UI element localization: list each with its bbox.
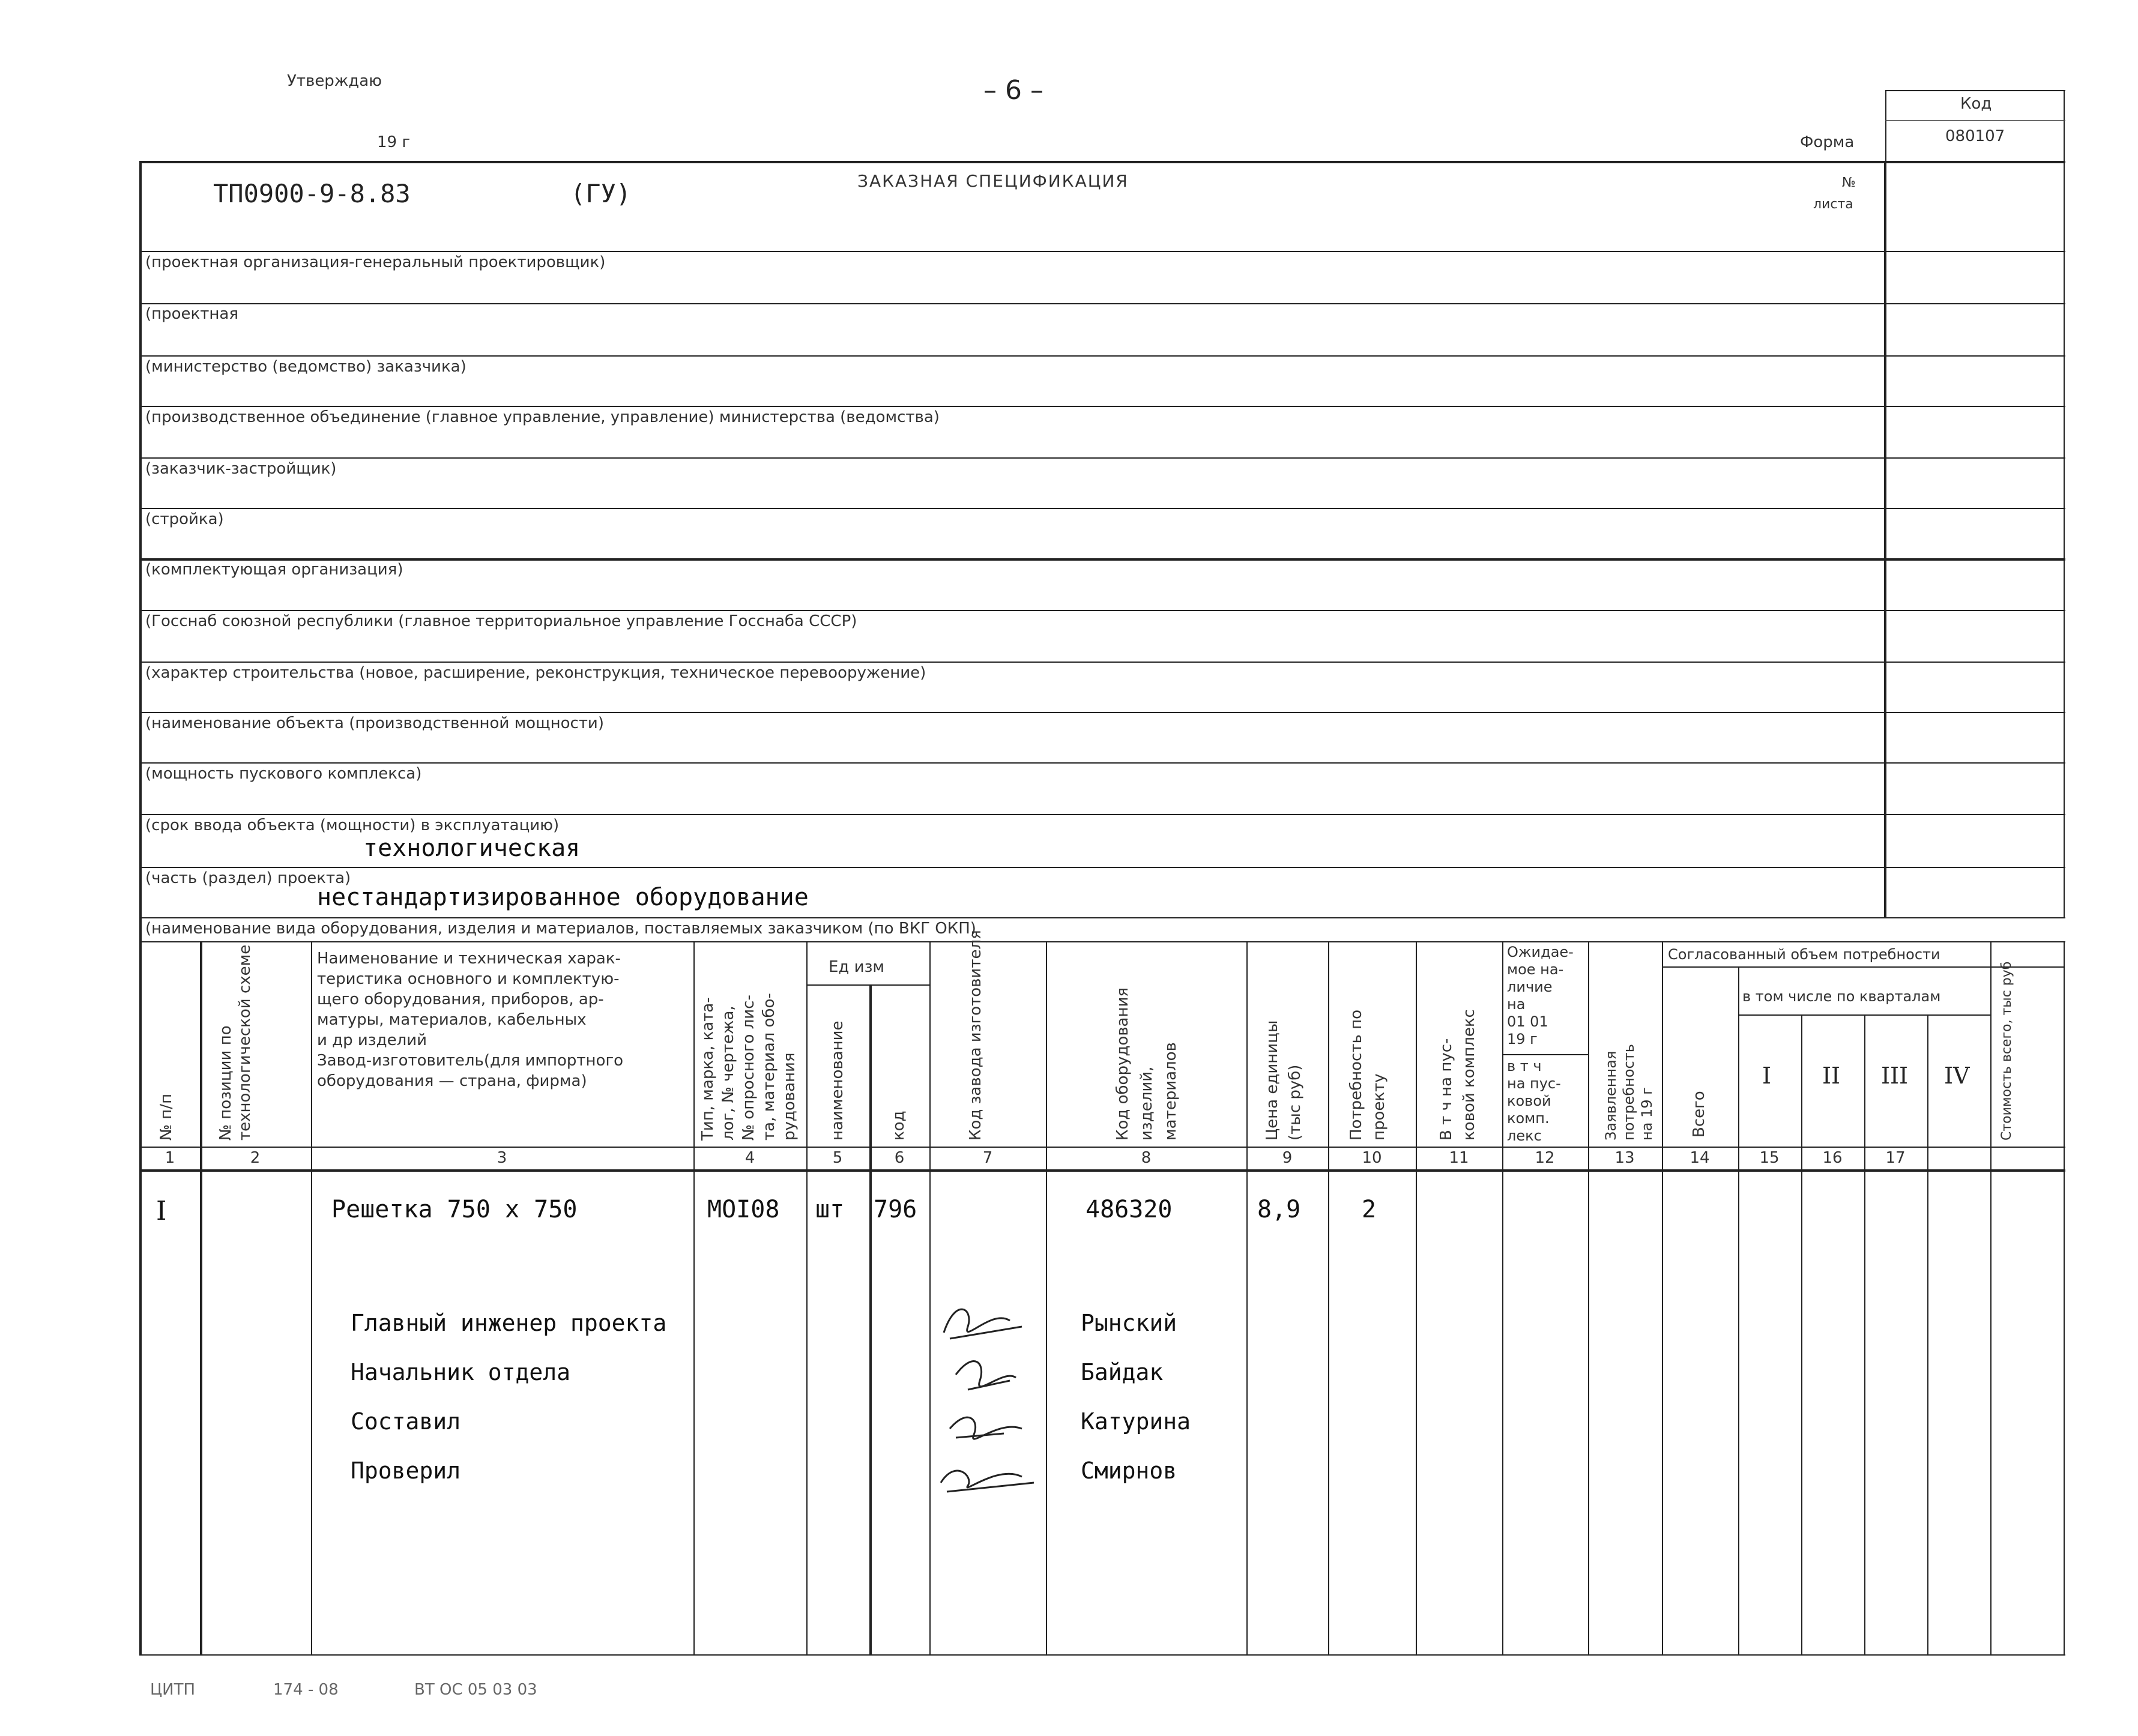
- sig-name-1: Рынский: [1081, 1310, 1177, 1336]
- col-num-9: 9: [1282, 1149, 1293, 1167]
- hdr-c8-line-2: изделий,: [1138, 1066, 1156, 1141]
- hdr-c10: [1345, 1010, 1391, 1141]
- sig-name-2: Байдак: [1081, 1359, 1164, 1385]
- year-line: 19 г: [377, 133, 411, 151]
- caption-12: (срок ввода объекта (мощности) в эксплуатацию): [145, 816, 560, 834]
- col-num-7: 7: [982, 1149, 993, 1167]
- hdr-c9-line-2: (тыс руб): [1286, 1064, 1304, 1141]
- col-line-13: [1662, 941, 1663, 1654]
- kod-value: 080107: [1945, 127, 2005, 145]
- no-label: №: [1842, 175, 1856, 190]
- col-line-9: [1328, 941, 1329, 1654]
- frame-left: [139, 161, 142, 1656]
- hdr-c12b-line-1: в т ч: [1507, 1058, 1542, 1074]
- hdr-c13: [1602, 1044, 1656, 1141]
- hdr-c4-line-2: лог, № чертежа,: [719, 1005, 737, 1141]
- caption-8: (Госснаб союзной республики (главное территориальное управление Госснаба СССР): [145, 612, 857, 630]
- row-need: 2: [1362, 1196, 1377, 1223]
- col-line-14: [1738, 966, 1739, 1654]
- frame-top: [139, 161, 2065, 163]
- col-line-8: [1246, 941, 1248, 1654]
- hdr-c13-line-1: Заявленная: [1602, 1050, 1619, 1141]
- frame-right-upper: [1884, 161, 1886, 917]
- footer-left: ЦИТП: [150, 1681, 196, 1699]
- col-line-19: [2064, 941, 2065, 1654]
- hdr-c3-line-3: щего оборудования, приборов, ар-: [317, 990, 604, 1008]
- stage-label: (ГУ): [570, 179, 632, 208]
- no-sub-label: листа: [1813, 197, 1853, 212]
- col-line-2: [311, 941, 312, 1654]
- caption-11: (мощность пускового комплекса): [145, 765, 422, 783]
- hdr-c12b-line-2: на пус-: [1507, 1075, 1561, 1092]
- page-number: – 6 –: [983, 75, 1043, 106]
- caption-6: (стройка): [145, 510, 224, 528]
- hdr-c2: № позиции по технологической схеме: [217, 944, 254, 1141]
- col-num-5: 5: [832, 1149, 843, 1167]
- code-box-right: [2064, 90, 2065, 162]
- col-num-10: 10: [1362, 1149, 1382, 1167]
- col-line-10: [1416, 941, 1417, 1654]
- hdr-c3-line-5: и др изделий: [317, 1031, 427, 1049]
- table-bottom: [139, 1654, 2065, 1656]
- col-num-2: 2: [250, 1149, 261, 1167]
- forma-label: Форма: [1800, 133, 1855, 151]
- hdr-quarter-2: II: [1822, 1062, 1841, 1089]
- quarters-line: [1738, 1014, 1990, 1016]
- col-line-17: [1927, 1014, 1928, 1654]
- caption-10: (наименование объекта (производственной мощности): [145, 714, 604, 732]
- equipment-value: нестандартизированное оборудование: [317, 884, 809, 911]
- col-num-17: 17: [1885, 1149, 1906, 1167]
- col-num-3: 3: [497, 1149, 507, 1167]
- hdr-c5: наименование: [829, 1020, 847, 1141]
- col-line-18: [1990, 941, 1992, 1654]
- sig-role-4: Проверил: [351, 1457, 461, 1484]
- col-num-12: 12: [1535, 1149, 1555, 1167]
- footer-mid: 174 - 08: [273, 1681, 339, 1699]
- code-box-left: [1885, 90, 1886, 162]
- hdr-c12a-line-3: личие: [1507, 978, 1553, 995]
- col-line-15: [1801, 1014, 1802, 1654]
- caption-line-11: [139, 762, 2065, 764]
- caption-line-9: [139, 662, 2065, 663]
- sig-role-2: Начальник отдела: [351, 1359, 571, 1385]
- caption-line-1: [139, 251, 2065, 252]
- sig-role-3: Составил: [351, 1408, 461, 1435]
- col-line-11: [1502, 941, 1503, 1654]
- hdr-ed-izm: Ед изм: [829, 958, 885, 976]
- hdr-quarter-4: IV: [1944, 1062, 1970, 1089]
- col-num-15: 15: [1759, 1149, 1780, 1167]
- hdr-c3-line-7: оборудования — страна, фирма): [317, 1072, 587, 1090]
- col-line-12: [1588, 941, 1589, 1654]
- row-equipment-code: 486320: [1086, 1196, 1173, 1223]
- equipment-line: [139, 917, 2065, 918]
- hdr-c3-line-4: матуры, материалов, кабельных: [317, 1011, 587, 1029]
- code-box-divider: [1885, 120, 2065, 121]
- col-num-14: 14: [1690, 1149, 1710, 1167]
- equipment-caption: (наименование вида оборудования, изделия и материалов, поставляемых заказчиком (по ВКГ ОКП): [145, 920, 976, 938]
- hdr-c3: [317, 948, 623, 1091]
- hdr-c12a-line-6: 19 г: [1507, 1031, 1538, 1047]
- col-line-6: [929, 941, 931, 1654]
- hdr-c3-line-2: теристика основного и комплектую-: [317, 970, 620, 988]
- col-num-4: 4: [744, 1149, 755, 1167]
- row-type: MOI08: [707, 1196, 780, 1223]
- col-num-1: 1: [165, 1149, 175, 1167]
- col-num-16: 16: [1822, 1149, 1843, 1167]
- caption-5: (заказчик-застройщик): [145, 460, 337, 478]
- part-caption: (часть (раздел) проекта): [145, 869, 351, 887]
- hdr-c10-line-2: проекту: [1370, 1073, 1388, 1141]
- caption-line-8: [139, 610, 2065, 611]
- hdr-c12b-line-3: ковой: [1507, 1093, 1551, 1109]
- caption-2: (проектная: [145, 305, 238, 323]
- hdr-c14: Всего: [1690, 1091, 1708, 1138]
- ed-izm-line: [806, 984, 929, 986]
- col-line-7: [1046, 941, 1047, 1654]
- document-title: ЗАКАЗНАЯ СПЕЦИФИКАЦИЯ: [857, 171, 1129, 191]
- hdr-c8: [1111, 987, 1183, 1141]
- row-name: Решетка 750 х 750: [331, 1196, 578, 1223]
- part-line: [139, 867, 2065, 868]
- hdr-quarter-3: III: [1881, 1062, 1909, 1089]
- caption-line-6: [139, 508, 2065, 509]
- approve-label: Утверждаю: [287, 72, 382, 90]
- hdr-c12a-line-5: 01 01: [1507, 1013, 1548, 1030]
- hdr-c9-line-1: Цена единицы: [1263, 1020, 1281, 1141]
- row-unit-code: 796: [874, 1196, 917, 1223]
- hdr-c7: Код завода изготовителя: [967, 930, 985, 1141]
- caption-4: (производственное объединение (главное управление, управление) министерства (ведомства): [145, 408, 940, 426]
- hdr-c10-line-1: Потребность по: [1347, 1010, 1365, 1141]
- hdr-c12b-line-4: комп.: [1507, 1110, 1550, 1127]
- hdr-c14-sub: в том числе по кварталам: [1742, 988, 1941, 1005]
- hdr-c12b-line-5: лекс: [1507, 1127, 1542, 1144]
- hdr-c11-line-2: ковой комплекс: [1460, 1009, 1478, 1141]
- table-top: [139, 941, 2065, 942]
- hdr-c4-line-1: Тип, марка, ката-: [699, 997, 717, 1141]
- hdr-c11-line-1: В т ч на пус-: [1437, 1038, 1455, 1141]
- hdr-c12a-line-2: мое на-: [1507, 961, 1564, 978]
- hdr-c8-line-1: Код оборудования: [1114, 987, 1132, 1141]
- sig-name-4: Смирнов: [1081, 1457, 1177, 1484]
- hdr-c8-line-3: материалов: [1162, 1042, 1180, 1141]
- col-line-5: [869, 984, 872, 1654]
- row-num: I: [156, 1196, 167, 1226]
- col-line-1: [200, 941, 202, 1654]
- col-num-8: 8: [1141, 1149, 1152, 1167]
- frame-right-edge: [2064, 161, 2065, 917]
- caption-line-2: [139, 303, 2065, 304]
- kod-label: Код: [1960, 95, 1992, 113]
- caption-line-12: [139, 814, 2065, 815]
- hdr-c13-line-2: потребность: [1620, 1044, 1637, 1141]
- caption-9: (характер строительства (новое, расширение, реконструкция, техническое перевооружение): [145, 664, 926, 682]
- hdr-c4: [698, 993, 800, 1141]
- hdr-c4-line-4: та, материал обо-: [760, 993, 778, 1141]
- hdr-c9: [1261, 1020, 1306, 1141]
- row-price: 8,9: [1257, 1196, 1301, 1223]
- hdr-c4-line-3: № опросного лис-: [740, 995, 758, 1141]
- hdr-c12a-line-4: на: [1507, 996, 1526, 1013]
- caption-line-10: [139, 712, 2065, 713]
- caption-line-7: [139, 558, 2065, 561]
- row-unit: шт: [815, 1196, 845, 1223]
- col-num-11: 11: [1449, 1149, 1469, 1167]
- col-line-16: [1864, 1014, 1865, 1654]
- hdr-quarter-1: I: [1762, 1062, 1772, 1089]
- col-num-6: 6: [894, 1149, 905, 1167]
- caption-3: (министерство (ведомство) заказчика): [145, 358, 467, 376]
- code-box-top: [1885, 90, 2065, 91]
- hdr-c12b: [1507, 1058, 1561, 1145]
- hdr-c19: Стоимость всего, тыс руб: [1999, 961, 2014, 1141]
- col-line-4: [806, 941, 808, 1654]
- col-line-3: [693, 941, 695, 1654]
- caption-line-3: [139, 355, 2065, 357]
- sig-role-1: Главный инженер проекта: [351, 1310, 667, 1336]
- col-num-13: 13: [1614, 1149, 1635, 1167]
- sig-name-3: Катурина: [1081, 1408, 1191, 1435]
- caption-line-5: [139, 457, 2065, 459]
- table-header-bottom: [139, 1147, 2065, 1148]
- doc-code: ТП0900-9-8.83: [213, 179, 411, 208]
- hdr-c3-line-6: Завод-изготовитель(для импортного: [317, 1052, 624, 1070]
- hdr-c3-line-1: Наименование и техническая харак-: [317, 950, 621, 968]
- hdr-c1: № п/п: [157, 1093, 175, 1141]
- c12-divider: [1502, 1054, 1588, 1055]
- hdr-c12a-line-1: Ожидае-: [1507, 944, 1574, 960]
- handwritten-signatures: [932, 1285, 1046, 1507]
- hdr-c12a: [1507, 944, 1574, 1048]
- footer-right: ВТ ОС 05 03 03: [414, 1681, 537, 1699]
- caption-1: (проектная организация-генеральный проектировщик): [145, 253, 606, 271]
- caption-line-4: [139, 406, 2065, 407]
- hdr-c4-line-5: рудования: [781, 1052, 799, 1141]
- caption-7: (комплектующая организация): [145, 561, 403, 579]
- table-numbers-bottom: [139, 1169, 2065, 1172]
- part-value: технологическая: [363, 834, 581, 862]
- hdr-c14-group: Согласованный объем потребности: [1668, 946, 1940, 963]
- hdr-c13-line-3: на 19 г: [1638, 1087, 1655, 1141]
- hdr-c6: код: [890, 1111, 908, 1141]
- hdr-c11: [1435, 1009, 1481, 1141]
